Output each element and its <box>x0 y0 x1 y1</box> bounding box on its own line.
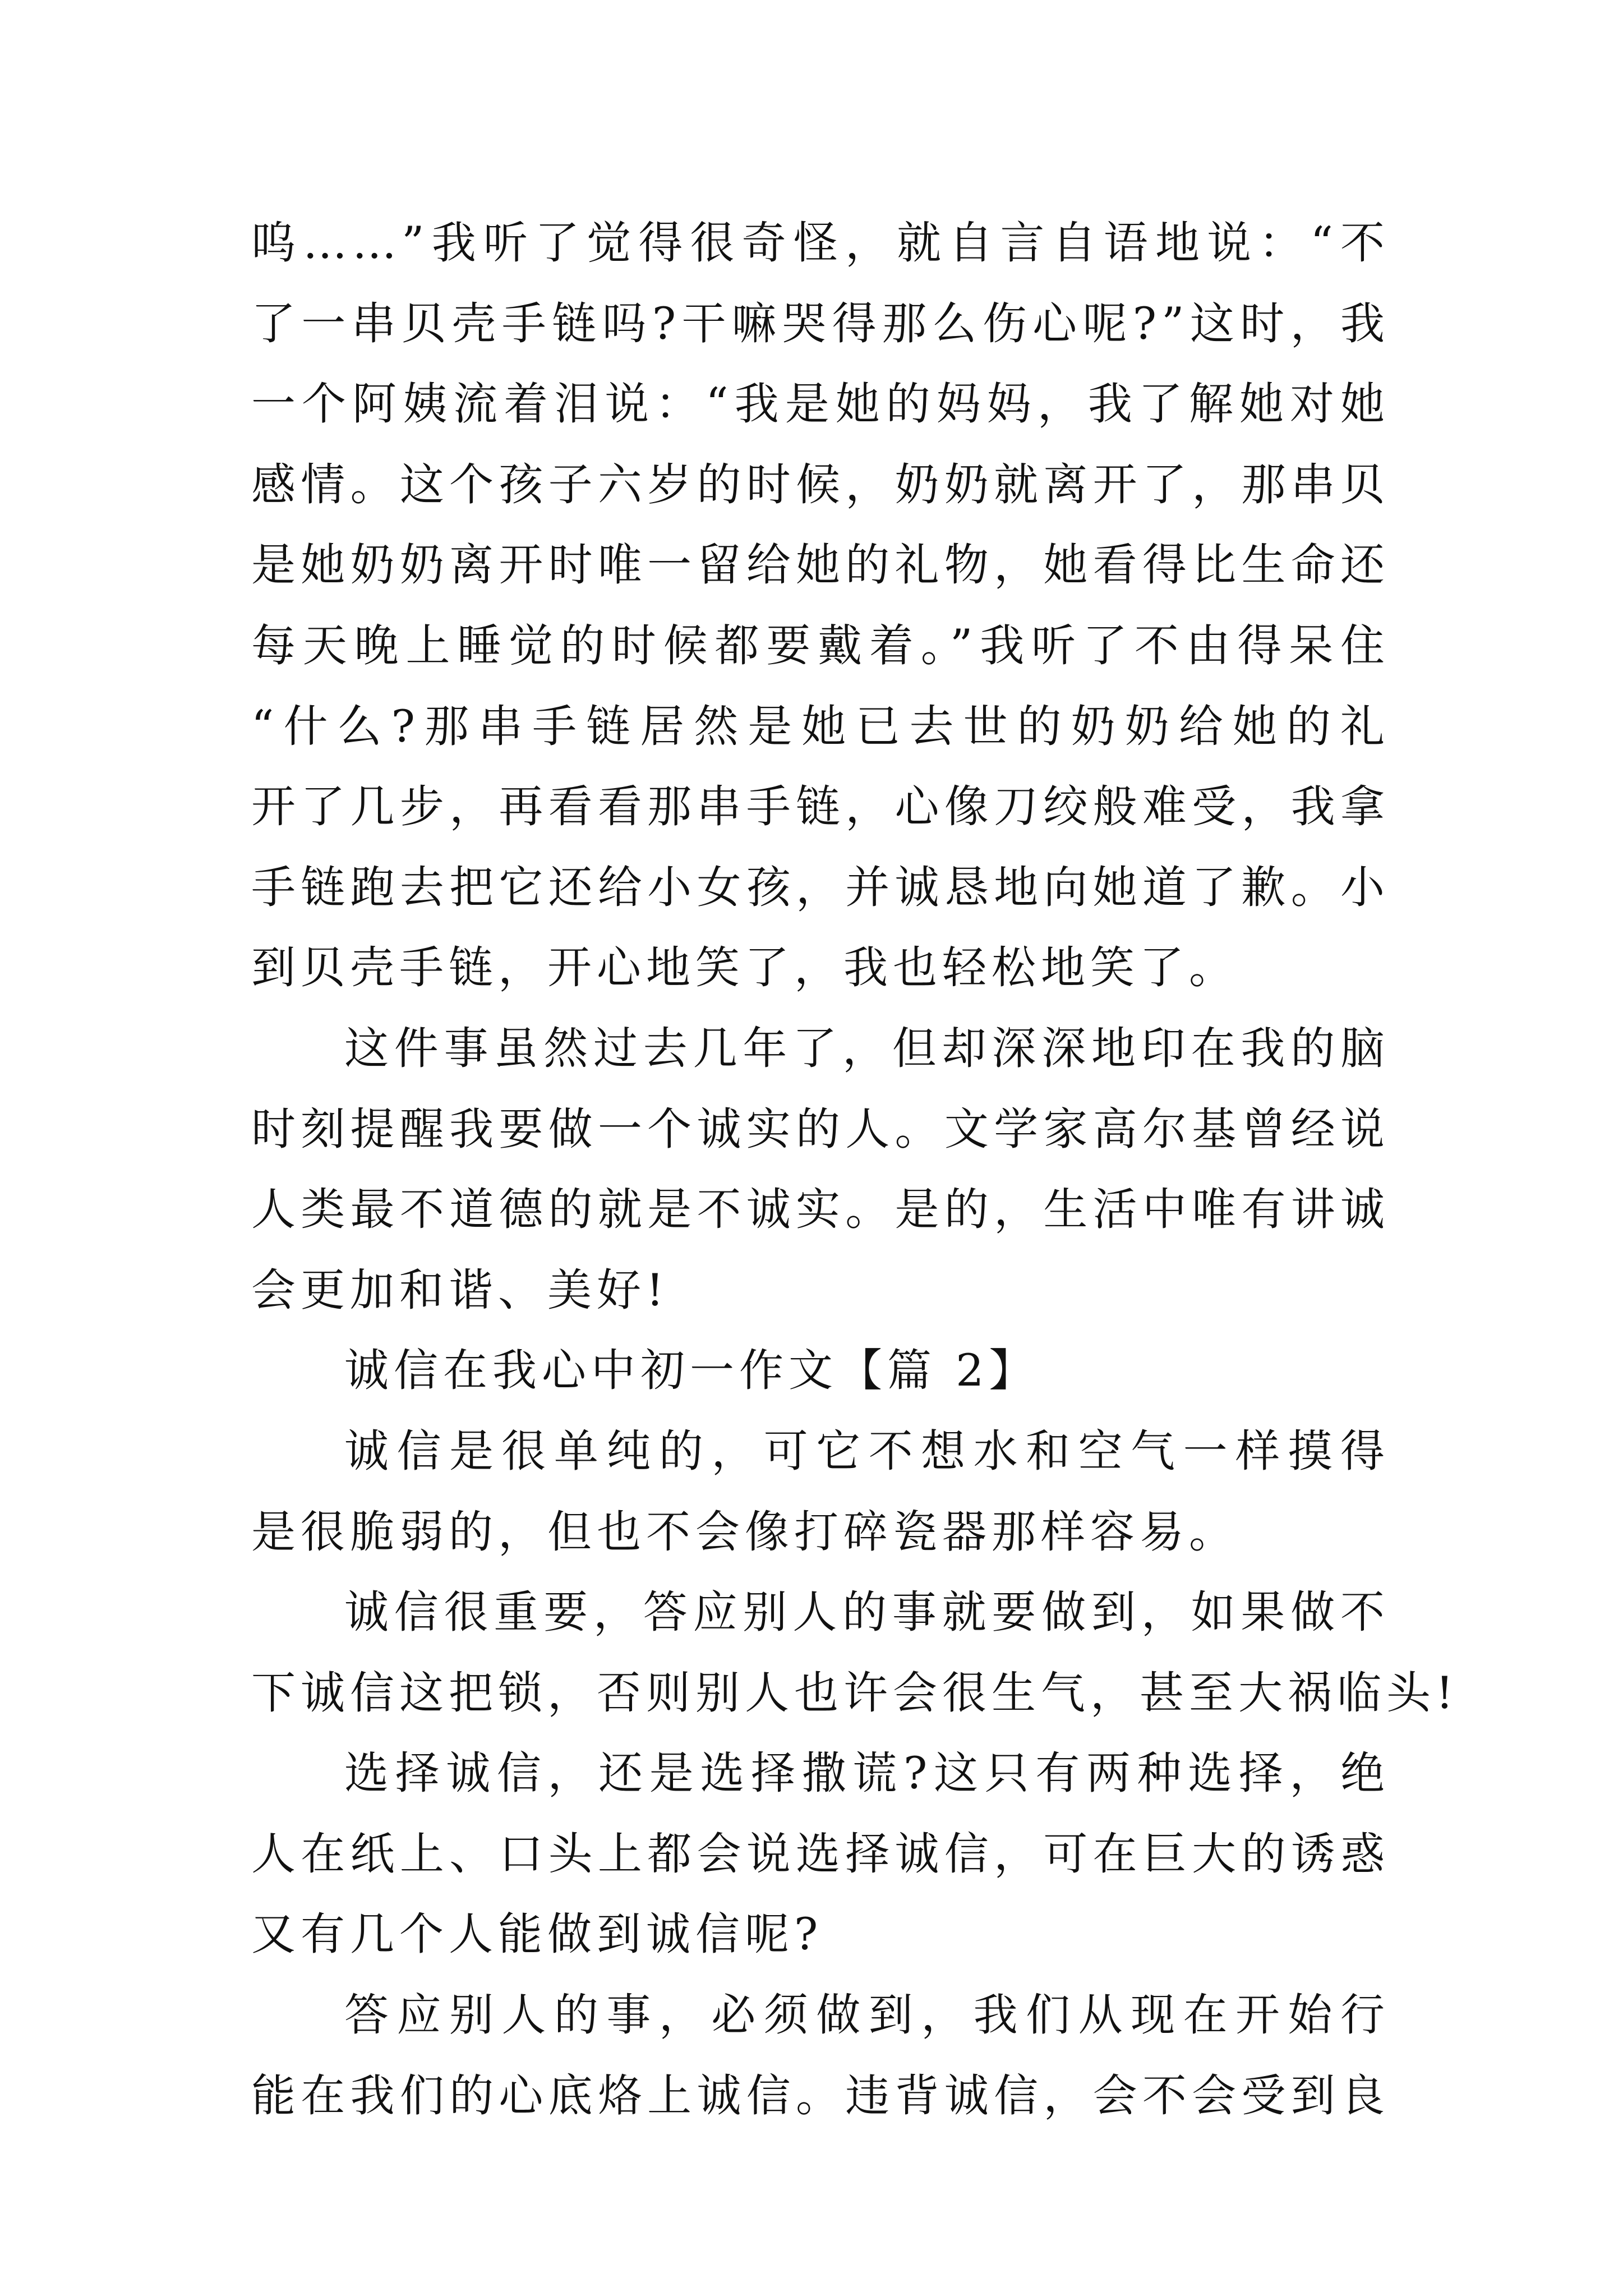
text-line: 人类最不道德的就是不诚实。是的，生活中唯有讲诚 <box>251 1184 1390 1236</box>
text-line: 了一串贝壳手链吗?干嘛哭得那么伤心呢?”这时，我 <box>251 297 1390 349</box>
text-line: 答应别人的事，必须做到，我们从现在开始行 <box>344 1989 1390 2041</box>
text-line: 开了几步，再看看那串手链，心像刀绞般难受，我拿 <box>251 781 1390 833</box>
text-line: 每天晚上睡觉的时候都要戴着。”我听了不由得呆住 <box>251 619 1390 671</box>
essay-text <box>251 203 1459 2136</box>
text-line: 这件事虽然过去几年了，但却深深地印在我的脑 <box>344 1022 1390 1074</box>
text-line: 选择诚信，还是选择撒谎?这只有两种选择，绝 <box>344 1747 1390 1800</box>
text-line: 下诚信这把锁，否则别人也许会很生气，甚至大祸临头! <box>251 1667 1459 1719</box>
text-line: 时刻提醒我要做一个诚实的人。文学家高尔基曾经说 <box>251 1103 1390 1155</box>
text-line: “什么?那串手链居然是她已去世的奶奶给她的礼 <box>251 700 1390 752</box>
text-line: 人在纸上、口头上都会说选择诚信，可在巨大的诱惑 <box>251 1828 1390 1880</box>
text-line: 诚信在我心中初一作文【篇 2】 <box>344 1345 1039 1397</box>
text-line: 手链跑去把它还给小女孩，并诚恳地向她道了歉。小 <box>251 861 1390 913</box>
text-line: 能在我们的心底烙上诚信。违背诚信，会不会受到良 <box>251 2069 1390 2122</box>
text-line: 诚信很重要，答应别人的事就要做到，如果做不 <box>344 1586 1390 1639</box>
text-line: 到贝壳手链，开心地笑了，我也轻松地笑了。 <box>251 942 1238 994</box>
text-line: 感情。这个孩子六岁的时候，奶奶就离开了，那串贝 <box>251 458 1390 510</box>
text-line: 又有几个人能做到诚信呢? <box>251 1908 823 1961</box>
text-line: 一个阿姨流着泪说：“我是她的妈妈，我了解她对她 <box>251 378 1390 430</box>
text-line: 是很脆弱的，但也不会像打碎瓷器那样容易。 <box>251 1506 1238 1558</box>
text-line: 诚信是很单纯的，可它不想水和空气一样摸得 <box>344 1425 1390 1477</box>
text-line: 会更加和谐、美好! <box>251 1264 669 1316</box>
text-line: 呜……”我听了觉得很奇怪，就自言自语地说：“不 <box>251 217 1390 269</box>
text-line: 是她奶奶离开时唯一留给她的礼物，她看得比生命还 <box>251 539 1390 591</box>
